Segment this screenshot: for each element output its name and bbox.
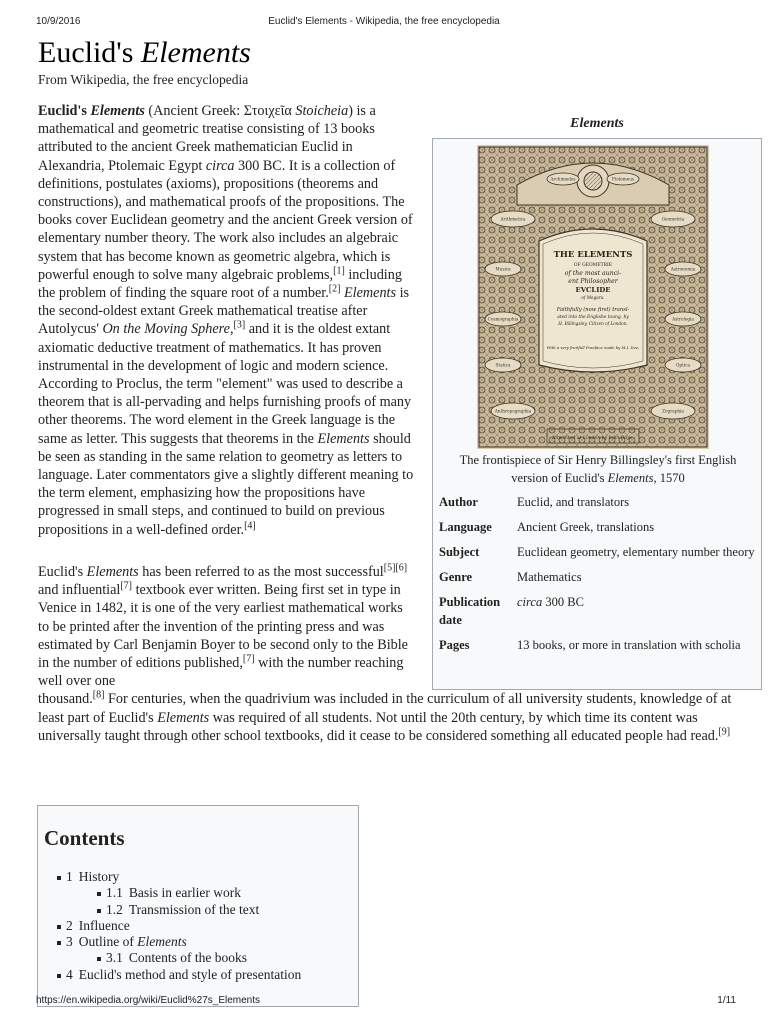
row-key: Author <box>439 495 478 509</box>
oval-label: Anthropographia <box>494 408 532 414</box>
bold-term: Euclid's <box>38 103 91 119</box>
row-value[interactable]: Euclidean geometry, elementary number theory <box>517 545 755 559</box>
text-segment: is the second-oldest extant Greek mathematical treatise after Autolycus' <box>38 285 410 338</box>
text-segment: ) is a mathematical and geometric treatise consisting of 13 books attributed to the ancient Greek mathematician Euclid in Alexandria, Ptolemaic Egypt <box>38 103 376 174</box>
text-segment: with the number reaching well over one <box>38 655 404 690</box>
print-title: Euclid's Elements - Wikipedia, the free encyclopedia <box>268 16 500 27</box>
text-segment: (Ancient Greek: <box>144 103 244 119</box>
frontis-line: ated into the Englishe toung, by <box>557 315 629 320</box>
italic-term: Elements <box>317 430 370 447</box>
caption-italic: Elements <box>607 471 654 485</box>
toc-number: 3.1 <box>106 950 123 966</box>
row-key: Subject <box>439 545 480 559</box>
italic-title-link[interactable]: On the Moving Sphere <box>102 321 230 338</box>
table-of-contents <box>37 805 359 1007</box>
toc-number: 1 <box>66 869 73 884</box>
toc-number: 2 <box>66 917 73 933</box>
row-key: Pages <box>439 638 470 652</box>
text-segment: has been referred to as the most successful <box>138 564 384 580</box>
frontis-line: EVCLIDE <box>575 286 611 294</box>
toc-label[interactable]: Outline of <box>78 934 138 950</box>
toc-number: 1.2 <box>106 901 123 917</box>
italic-term: circa <box>205 157 235 174</box>
row-value-text: 300 BC <box>542 595 584 609</box>
citation-ref-7[interactable]: [7] <box>120 580 133 592</box>
row-value-italic: circa <box>517 595 543 609</box>
toc-item[interactable] <box>66 869 301 885</box>
oval-label: Ptolemeus <box>611 176 635 182</box>
row-value <box>517 593 757 629</box>
oval-label: Astronomia <box>670 266 696 272</box>
frontis-imprint: Imprinted at London by Iohn Daye. <box>552 436 634 441</box>
text-segment: and it is the oldest extant axiomatic deductive treatment of mathematics. It has proven instrumental in the development of logic and modern science. According to Proclus, the term "element" was used to describe a theorem that is all-pervading and helps furnishing proofs of many other theorems. The word element in the Greek language is the same as letter. This suggests that theorems in the <box>38 321 412 447</box>
frontis-line: of Megara. <box>581 295 605 300</box>
frontis-line: OF GEOMETRIE <box>573 263 613 268</box>
title-italic: Elements <box>140 36 251 69</box>
toc-label[interactable]: Euclid's method and style of presentation <box>78 966 302 982</box>
text-segment: should be seen as standing in the same relation to geometry as letters to language. Later commentators give a slightly different meaning to the term element, emphasizing how the propositions have progressed in small steps, and continued to build on previous propositions in a well-defined order. <box>38 430 414 538</box>
oval-label: Cosmographia <box>487 316 519 322</box>
text-segment: 300 BC. It is a collection of definitions, postulates (axioms), propositions (theorems and constructions), and mathematical proofs of the propositions. The books cover Euclidean geometry and the ancient Greek version of elementary number theory. The work also includes an algebraic system that has become known as geometric algebra, which is powerful enough to solve many algebraic problems, <box>38 157 413 283</box>
toc-list <box>66 869 301 983</box>
frontis-line: of the most aunci- <box>564 270 622 277</box>
paragraph-2-full <box>38 690 738 745</box>
citation-ref-4[interactable]: [4] <box>244 519 256 531</box>
toc-label[interactable]: History <box>78 869 120 884</box>
infobox-title: Elements <box>570 116 624 131</box>
toc-label[interactable]: Basis in earlier work <box>128 885 241 901</box>
infobox-row-author <box>439 493 757 511</box>
text-segment: was required of all students. Not until the 20th century, by which time its content was universally taught through other school textbooks, did it cease to be considered something all educated people had read. <box>38 709 719 744</box>
infobox-row-language <box>439 518 757 536</box>
oval-label: Statica <box>495 362 511 368</box>
toc-label-italic[interactable]: Elements <box>137 934 187 950</box>
text-segment: and influential <box>38 582 121 599</box>
transliteration: Stoicheia <box>295 103 349 119</box>
italic-term: Elements <box>157 709 210 726</box>
citation-ref-5[interactable]: [5] <box>383 562 396 574</box>
toc-number: 3 <box>66 934 73 950</box>
text-segment: For centuries, when the quadrivium was included in the curriculum of all university students, knowledge of at least part of Euclid's <box>38 691 732 726</box>
row-key: Language <box>439 520 492 534</box>
toc-label[interactable]: Contents of the books <box>128 950 247 966</box>
frontis-line: ent Philosopher <box>568 278 618 285</box>
toc-label[interactable]: Transmission of the text <box>128 901 260 917</box>
text-segment: thousand. <box>38 691 93 708</box>
tagline: From Wikipedia, the free encyclopedia <box>38 72 249 87</box>
text-segment: Euclid's <box>38 564 87 580</box>
infobox-row-publication-date <box>439 593 757 629</box>
oval-label: Geometria <box>661 216 685 222</box>
oval-label: Archimedes <box>550 176 576 182</box>
page-title <box>38 36 251 70</box>
greek-link[interactable]: Στοιχεῖα <box>243 103 292 119</box>
print-date: 10/9/2016 <box>36 16 81 27</box>
toc-number: 4 <box>66 966 73 982</box>
row-key: Publication date <box>439 595 501 627</box>
lead-section <box>38 102 416 551</box>
frontis-line: H. Billingsley, Citizen of London. <box>558 321 628 326</box>
bullet-icon <box>97 892 101 896</box>
frontis-line: Faithfully (now first) transl- <box>556 307 630 313</box>
citation-ref-3[interactable]: [3] <box>233 319 246 331</box>
citation-ref-9[interactable]: [9] <box>718 726 731 738</box>
oval-label: Zographia <box>662 408 684 414</box>
toc-heading: Contents <box>44 826 125 850</box>
text-segment: textbook ever written. Being first set in type in Venice in 1482, it is one of the very earliest mathematical works to be printed after the invention of the printing press and was estimated by Carl Benjamin Boyer to be second only to the Bible in the number of editions published, <box>38 582 408 672</box>
text-segment: including the problem of finding the square root of a number. <box>38 266 402 302</box>
row-value[interactable]: Euclid, and translators <box>517 495 630 509</box>
toc-item[interactable] <box>66 950 301 966</box>
citation-ref-1[interactable]: [1] <box>333 265 345 277</box>
oval-label: Astrologia <box>672 316 694 322</box>
oval-label: Arithmetica <box>500 216 526 222</box>
citation-ref-6[interactable]: [6] <box>395 562 408 574</box>
oval-label: Optica <box>676 362 690 368</box>
bullet-icon <box>57 974 61 978</box>
toc-item[interactable] <box>66 902 301 918</box>
oval-label: Musica <box>495 266 511 272</box>
row-value: 13 books, or more in translation with scholia <box>517 638 741 652</box>
bullet-icon <box>97 909 101 913</box>
italic-term: Elements <box>344 285 397 302</box>
title-plain: Euclid's <box>38 36 141 69</box>
bullet-icon <box>57 925 61 929</box>
caption-text: , 1570 <box>653 471 685 485</box>
paragraph-2-wrapped <box>38 563 416 690</box>
italic-term: Elements <box>86 564 139 580</box>
infobox-row-subject <box>439 543 757 561</box>
toc-item[interactable] <box>66 934 301 950</box>
bullet-icon <box>97 957 101 961</box>
citation-ref-7b[interactable]: [7] <box>242 653 255 665</box>
bullet-icon <box>57 876 61 880</box>
toc-item[interactable] <box>66 967 301 983</box>
caption-text: The frontispiece of Sir Henry Billingsley's first English version of Euclid's <box>459 453 737 485</box>
toc-item[interactable] <box>66 918 301 934</box>
bold-italic-term: Elements <box>90 103 145 119</box>
page-number: 1/11 <box>717 995 736 1006</box>
toc-label[interactable]: Influence <box>78 917 130 933</box>
row-key: Genre <box>439 570 473 584</box>
row-value[interactable]: Mathematics <box>517 570 582 584</box>
toc-item[interactable] <box>66 885 301 901</box>
paragraph-1 <box>38 102 416 539</box>
text-segment: , <box>229 321 234 338</box>
infobox <box>432 138 762 690</box>
infobox-rows <box>439 493 757 661</box>
frontis-line: THE ELEMENTS <box>553 250 633 260</box>
toc-number: 1.1 <box>106 885 123 901</box>
frontispiece-image[interactable] <box>477 145 709 449</box>
infobox-caption <box>443 451 753 487</box>
bullet-icon <box>57 941 61 945</box>
citation-ref-2[interactable]: [2] <box>328 283 341 295</box>
row-value[interactable]: Ancient Greek, translations <box>517 520 655 534</box>
print-url: https://en.wikipedia.org/wiki/Euclid%27s_Elements <box>36 995 260 1006</box>
citation-ref-8[interactable]: [8] <box>92 689 105 701</box>
frontis-line: With a very fruitfull Praeface made by M.I. Dee, <box>546 345 640 350</box>
infobox-row-pages <box>439 636 757 654</box>
infobox-row-genre <box>439 568 757 586</box>
